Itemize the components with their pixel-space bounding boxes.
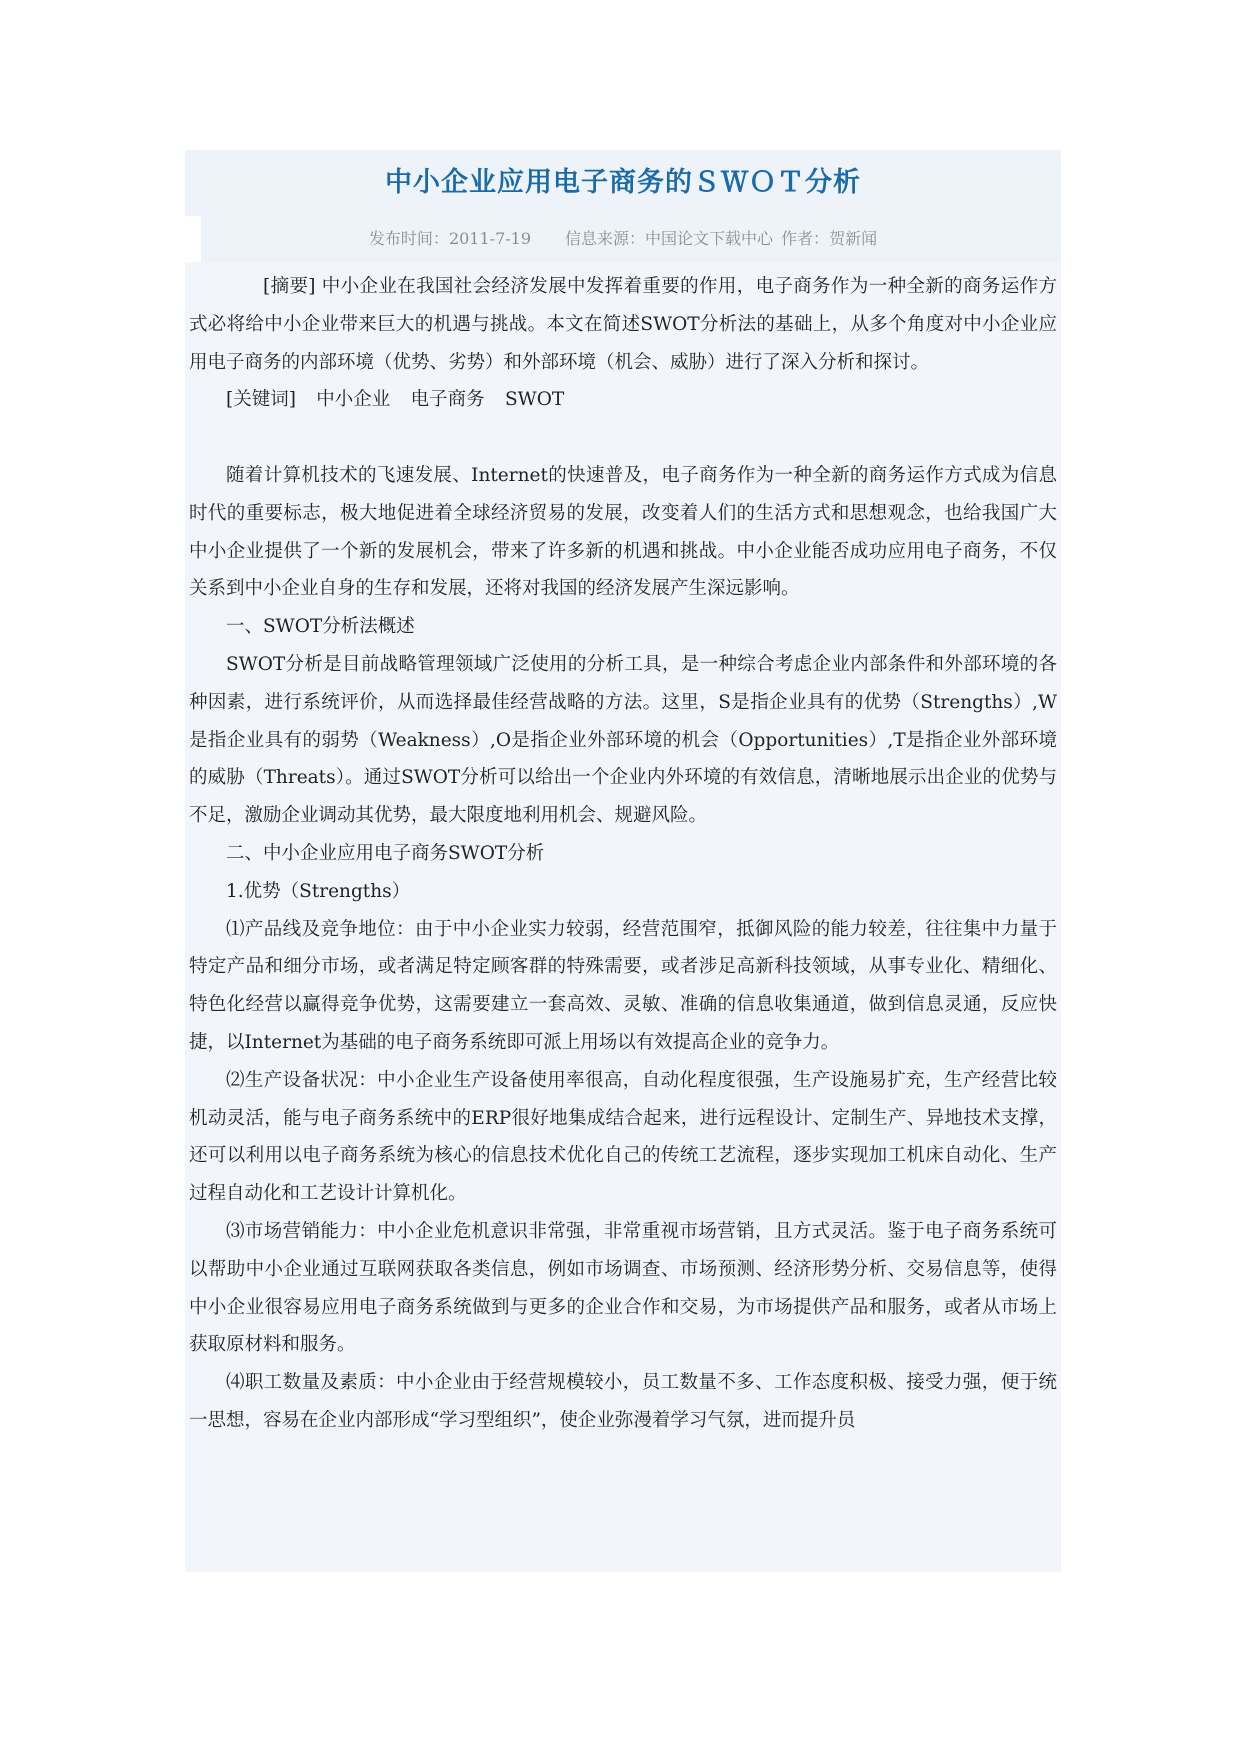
author: 贺新闻 <box>829 229 878 248</box>
paragraph-item-2: ⑵生产设备状况：中小企业生产设备使用率很高，自动化程度很强，生产设施易扩充，生产经营比较机动灵活，能与电子商务系统中的ERP很好地集成结合起来，进行远程设计、定制生产、异地技术支撑，还可以利用以电子商务系统为核心的信息技术优化自己的传统工艺流程，逐步实现加工机床自动化、生产过程自动化和工艺设计计算机化。 <box>189 1069 1057 1205</box>
abstract: [摘要] 中小企业在我国社会经济发展中发挥着重要的作用，电子商务作为一种全新的商务运作方式必将给中小企业带来巨大的机遇与挑战。本文在简述SWOT分析法的基础上，从多个角度对中小企业应用电子商务的内部环境（优势、劣势）和外部环境（机会、威胁）进行了深入分析和探讨。 <box>189 276 1057 373</box>
paragraph-swot-overview: SWOT分析是目前战略管理领域广泛使用的分析工具，是一种综合考虑企业内部条件和外部环境的各种因素，进行系统评价，从而选择最佳经营战略的方法。这里，S是指企业具有的优势（Strengths）,W是指企业具有的弱势（Weakness）,O是指企业外部环境的机会（Opportunities）,T是指企业外部环境的威胁（Threats）。通过SWOT分析可以给出一个企业内外环境的有效信息，清晰地展示出企业的优势与不足，激励企业调动其优势，最大限度地利用机会、规避风险。 <box>189 653 1057 827</box>
keyword: 电子商务 <box>410 389 485 411</box>
paragraph-item-1: ⑴产品线及竞争地位：由于中小企业实力较弱，经营范围窄，抵御风险的能力较差，往往集中力量于特定产品和细分市场，或者满足特定顾客群的特殊需要，或者涉足高新科技领域，从事专业化、精细化、特色化经营以赢得竞争优势，这需要建立一套高效、灵敏、准确的信息收集通道，做到信息灵通，反应快捷，以Internet为基础的电子商务系统即可派上用场以有效提高企业的竞争力。 <box>189 918 1057 1053</box>
paragraph-intro: 随着计算机技术的飞速发展、Internet的快速普及，电子商务作为一种全新的商务运作方式成为信息时代的重要标志，极大地促进着全球经济贸易的发展，改变着人们的生活方式和思想观念，也给我国广大中小企业提供了一个新的发展机会，带来了许多新的机遇和挑战。中小企业能否成功应用电子商务，不仅关系到中小企业自身的生存和发展，还将对我国的经济发展产生深远影响。 <box>189 464 1057 600</box>
keywords-label: [关键词] <box>226 389 296 411</box>
source-label: 信息来源： <box>565 229 646 248</box>
article-body <box>189 268 1057 1440</box>
keywords-line <box>189 381 1057 419</box>
keyword: SWOT <box>505 389 565 411</box>
section-heading-2: 二、中小企业应用电子商务SWOT分析 <box>226 842 545 864</box>
author-label: 作者： <box>781 229 830 248</box>
article-title: 中小企业应用电子商务的ＳＷＯＴ分析 <box>385 167 861 198</box>
blank-line <box>189 419 1057 457</box>
publish-label: 发布时间： <box>368 229 449 248</box>
publish-date: 2011-7-19 <box>448 229 532 248</box>
keyword: 中小企业 <box>316 389 391 411</box>
source: 中国论文下载中心 <box>645 229 774 248</box>
article <box>185 150 1061 1572</box>
subsection-heading-strengths: 1.优势（Strengths） <box>226 880 411 902</box>
article-meta <box>185 226 1061 252</box>
paragraph-item-3: ⑶市场营销能力：中小企业危机意识非常强，非常重视市场营销，且方式灵活。鉴于电子商务系统可以帮助中小企业通过互联网获取各类信息，例如市场调查、市场预测、经济形势分析、交易信息等，使得中小企业很容易应用电子商务系统做到与更多的企业合作和交易，为市场提供产品和服务，或者从市场上获取原材料和服务。 <box>189 1220 1057 1356</box>
paragraph-item-4: ⑷职工数量及素质：中小企业由于经营规模较小，员工数量不多、工作态度积极、接受力强，便于统一思想，容易在企业内部形成“学习型组织”，使企业弥漫着学习气氛，进而提升员 <box>189 1372 1057 1431</box>
section-heading-1: 一、SWOT分析法概述 <box>226 616 415 638</box>
